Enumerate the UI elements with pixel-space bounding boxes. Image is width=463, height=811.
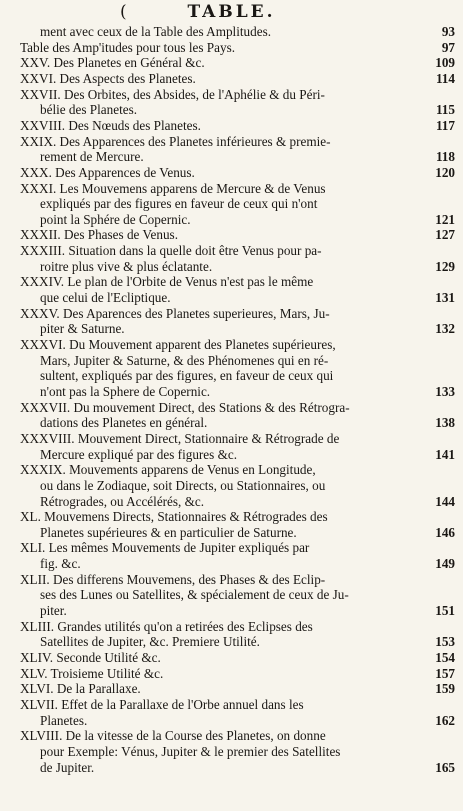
toc-page-number: 120 bbox=[435, 164, 455, 180]
toc-entry-line bbox=[0, 321, 463, 336]
toc-page-number: 115 bbox=[435, 102, 455, 118]
toc-entry-text: XXV. Des Planetes en Général &c. bbox=[20, 55, 205, 71]
toc-page-number: 146 bbox=[435, 524, 455, 540]
page-header bbox=[0, 2, 463, 22]
toc-entry-text: ses des Lunes ou Satellites, & spécialement de ceux de Ju- bbox=[40, 587, 349, 603]
toc-page-number: 162 bbox=[435, 712, 455, 728]
toc-entry-line bbox=[0, 165, 463, 180]
toc-entry-line bbox=[0, 478, 463, 493]
toc-entry-line bbox=[0, 572, 463, 587]
header-parenthesis: ( bbox=[120, 2, 130, 22]
toc-entry-line bbox=[0, 40, 463, 55]
toc-entry-line bbox=[0, 118, 463, 133]
toc-entry-text: Planetes. bbox=[40, 712, 88, 728]
toc-entry-line bbox=[0, 603, 463, 618]
toc-entry-text: rement de Mercure. bbox=[40, 149, 144, 165]
toc-entry-text: XXXIII. Situation dans la quelle doit être Venus pour pa- bbox=[20, 243, 322, 259]
toc-entry-line bbox=[0, 87, 463, 102]
toc-entry-text: XL. Mouvemens Directs, Stationnaires & Rétrogrades des bbox=[20, 509, 328, 525]
toc-entry-text: XXXV. Des Aparences des Planetes superieures, Mars, Ju- bbox=[20, 305, 330, 321]
toc-entry-line bbox=[0, 415, 463, 430]
toc-page-number: 114 bbox=[435, 70, 455, 86]
toc-entry-line bbox=[0, 431, 463, 446]
toc-page-number: 132 bbox=[435, 321, 455, 337]
toc-entry-text: ment avec ceux de la Table des Amplitudes. bbox=[40, 24, 272, 39]
toc-page-number: 121 bbox=[435, 211, 455, 227]
page-title: TABLE. bbox=[187, 2, 276, 22]
toc-entry-line bbox=[0, 587, 463, 602]
toc-page-number: 129 bbox=[435, 258, 455, 274]
toc-entry-text: Rétrogrades, ou Accélérés, &c. bbox=[40, 493, 205, 509]
toc-entry-line bbox=[0, 556, 463, 571]
toc-entry-text: piter. bbox=[40, 603, 67, 619]
toc-entry-text: roitre plus vive & plus éclatante. bbox=[40, 258, 213, 274]
toc-entry-text: XXVIII. Des Nœuds des Planetes. bbox=[20, 117, 201, 133]
toc-entry-line bbox=[0, 259, 463, 274]
toc-entry-text: piter & Saturne. bbox=[40, 321, 125, 337]
toc-entry-text: XLVIII. De la vitesse de la Course des Planetes, on donne bbox=[20, 728, 326, 744]
toc-entry-text: ou dans le Zodiaque, soit Directs, ou Stationnaires, ou bbox=[40, 477, 326, 493]
toc-entry-line bbox=[0, 681, 463, 696]
toc-entry-line bbox=[0, 227, 463, 242]
toc-entry-line bbox=[0, 525, 463, 540]
toc-entry-line bbox=[0, 212, 463, 227]
toc-entry-line bbox=[0, 666, 463, 681]
toc-entry-text: XLIII. Grandes utilités qu'on a retirées des Eclipses des bbox=[20, 618, 313, 634]
toc-page-number: 118 bbox=[435, 149, 455, 165]
toc-entry-text: XLVI. De la Parallaxe. bbox=[20, 681, 141, 697]
toc-entry-text: Table des Amp'itudes pour tous les Pays. bbox=[20, 39, 235, 55]
toc-page-number: 144 bbox=[435, 493, 455, 509]
toc-entry-text: XXXVII. Du mouvement Direct, des Stations & des Rétrogra- bbox=[20, 399, 350, 415]
toc-page-number: 133 bbox=[435, 383, 455, 399]
toc-entry-line bbox=[0, 760, 463, 775]
toc-entry-line bbox=[0, 181, 463, 196]
toc-entry-line bbox=[0, 368, 463, 383]
toc-entry-line bbox=[0, 243, 463, 258]
toc-entry-line bbox=[0, 337, 463, 352]
toc-entry-text: XLI. Les mêmes Mouvements de Jupiter expliqués par bbox=[20, 540, 310, 556]
toc-entry-line bbox=[0, 728, 463, 743]
toc-entry-line bbox=[0, 134, 463, 149]
toc-entry-text: XXXIV. Le plan de l'Orbite de Venus n'est pas le même bbox=[20, 274, 314, 290]
toc-entry-line bbox=[0, 149, 463, 164]
toc-page-number: 109 bbox=[435, 55, 455, 71]
toc-page-number: 154 bbox=[435, 650, 455, 665]
toc-entry-text: dations des Planetes en général. bbox=[40, 415, 208, 431]
toc-page-number: 165 bbox=[435, 759, 455, 775]
toc-entry-text: point la Sphére de Copernic. bbox=[40, 211, 191, 227]
toc-entry-line bbox=[0, 634, 463, 649]
toc-entry-text: XLVII. Effet de la Parallaxe de l'Orbe annuel dans les bbox=[20, 696, 304, 712]
toc-entry-text: XXXIX. Mouvements apparens de Venus en Longitude, bbox=[20, 462, 316, 478]
toc-entry-text: Satellites de Jupiter, &c. Premiere Utilité. bbox=[40, 634, 260, 650]
toc-entry-text: pour Exemple: Vénus, Jupiter & le premier des Satellites bbox=[40, 743, 341, 759]
toc-entry-text: XXXVI. Du Mouvement apparent des Planetes supérieures, bbox=[20, 337, 336, 352]
toc-entry-text: sultent, expliqués par des figures, en faveur de ceux qui bbox=[40, 368, 334, 384]
toc-page-number: 153 bbox=[435, 634, 455, 650]
toc-entry-text: XXXVIII. Mouvement Direct, Stationnaire & Rétrograde de bbox=[20, 430, 340, 446]
toc-page-number: 157 bbox=[435, 665, 455, 681]
toc-entry-line bbox=[0, 697, 463, 712]
toc-entry-text: bélie des Planetes. bbox=[40, 102, 138, 118]
toc-entry-text: XXIX. Des Apparences des Planetes inférieures & premie- bbox=[20, 133, 331, 149]
toc-page-number: 151 bbox=[435, 603, 455, 619]
toc-page-number: 117 bbox=[435, 117, 455, 133]
toc-entry-text: expliqués par des figures en faveur de ceux qui n'ont bbox=[40, 196, 318, 212]
toc-entry-text: que celui de l'Ecliptique. bbox=[40, 290, 171, 306]
toc-entry-text: fig. &c. bbox=[40, 556, 81, 572]
toc-page-number: 141 bbox=[435, 446, 455, 462]
toc-entry-line bbox=[0, 306, 463, 321]
toc-entry-line bbox=[0, 619, 463, 634]
toc-entry-line bbox=[0, 196, 463, 211]
toc-entry-text: XLII. Des differens Mouvemens, des Phases & des Eclip- bbox=[20, 571, 326, 587]
toc-entry-line bbox=[0, 713, 463, 728]
toc-entry-text: XXXII. Des Phases de Venus. bbox=[20, 227, 178, 243]
toc-entry-line bbox=[0, 650, 463, 665]
toc-entry-line bbox=[0, 462, 463, 477]
toc-entry-line bbox=[0, 290, 463, 305]
toc-entry-text: n'ont pas la Sphere de Copernic. bbox=[40, 383, 211, 399]
toc-entry-text: Mars, Jupiter & Saturne, & des Phénomenes qui en ré- bbox=[40, 352, 329, 368]
toc-entry-line bbox=[0, 353, 463, 368]
toc-entry-text: Mercure expliqué par des figures &c. bbox=[40, 446, 238, 462]
toc-entry-line bbox=[0, 744, 463, 759]
toc-entry-line bbox=[0, 274, 463, 289]
toc-entry-line bbox=[0, 400, 463, 415]
toc-entry-text: XLV. Troisieme Utilité &c. bbox=[20, 665, 164, 681]
toc-entry-text: XXXI. Les Mouvemens apparens de Mercure & de Venus bbox=[20, 180, 326, 196]
toc-entry-line bbox=[0, 509, 463, 524]
toc-page-number: 93 bbox=[441, 24, 455, 39]
toc-page-number: 97 bbox=[441, 39, 455, 55]
toc-entry-line bbox=[0, 494, 463, 509]
toc-page-number: 131 bbox=[435, 290, 455, 306]
toc-entry-text: XXX. Des Apparences de Venus. bbox=[20, 164, 195, 180]
toc-entry-text: XLIV. Seconde Utilité &c. bbox=[20, 650, 161, 665]
toc-entry-text: XXVI. Des Aspects des Planetes. bbox=[20, 70, 196, 86]
toc-entry-line bbox=[0, 24, 463, 39]
toc-entry-line bbox=[0, 540, 463, 555]
toc-page-number: 149 bbox=[435, 556, 455, 572]
toc-entry-line bbox=[0, 71, 463, 86]
toc-entry-line bbox=[0, 384, 463, 399]
toc-entry-line bbox=[0, 102, 463, 117]
toc-page-number: 127 bbox=[435, 227, 455, 243]
toc-entry-line bbox=[0, 55, 463, 70]
toc-entry-text: Planetes supérieures & en particulier de Saturne. bbox=[40, 524, 297, 540]
toc-page-number: 138 bbox=[435, 415, 455, 431]
toc-entry-line bbox=[0, 447, 463, 462]
toc-entry-text: de Jupiter. bbox=[40, 759, 95, 775]
toc-entry-text: XXVII. Des Orbites, des Absides, de l'Aphélie & du Péri- bbox=[20, 86, 325, 102]
toc-page-number: 159 bbox=[435, 681, 455, 697]
